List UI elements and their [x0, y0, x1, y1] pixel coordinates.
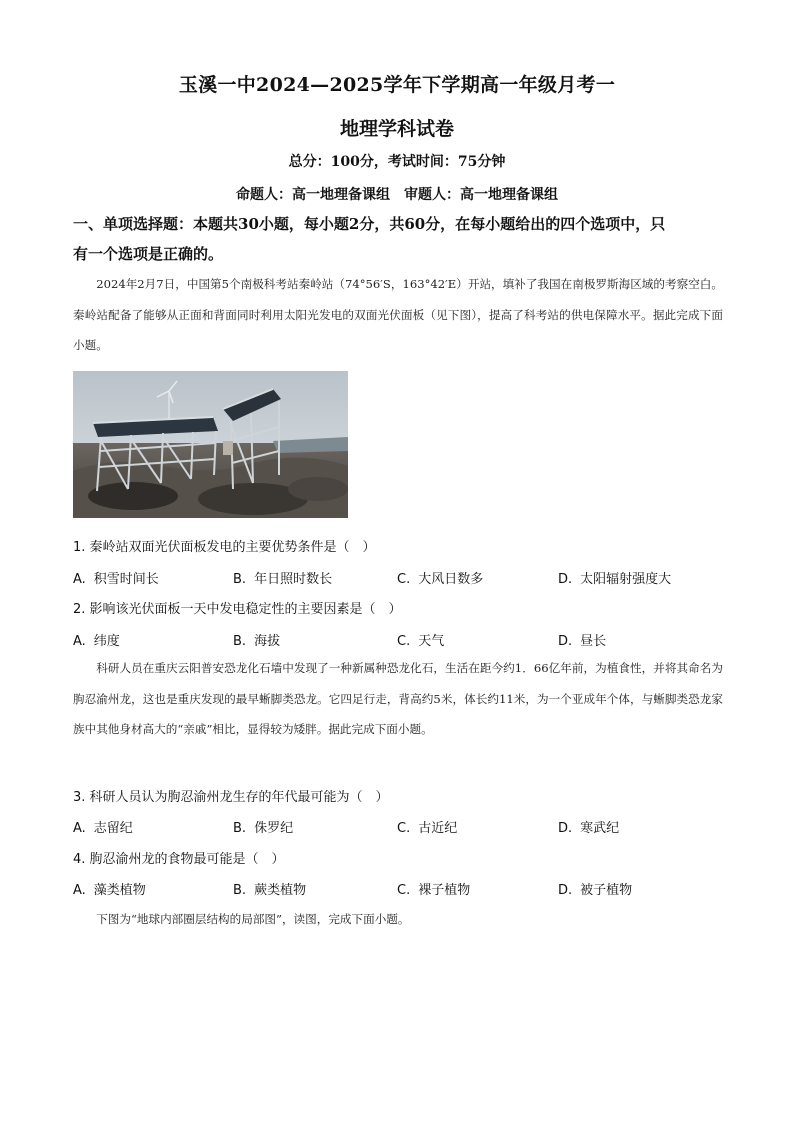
passage-3: 下图为“地球内部圈层结构的局部图”，读图，完成下面小题。: [96, 912, 410, 926]
q3-option-b[interactable]: B. 侏罗纪: [233, 821, 294, 836]
q3-option-d[interactable]: D. 寒武纪: [558, 821, 620, 836]
q1-option-b[interactable]: B. 年日照时数长: [233, 572, 333, 587]
q1-option-c[interactable]: C. 大风日数多: [397, 572, 484, 587]
question-2-stem: 2. 影响该光伏面板一天中发电稳定性的主要因素是（ ）: [73, 602, 402, 617]
q2-option-d[interactable]: D. 昼长: [558, 634, 607, 649]
question-4-stem: 4. 朐忍渝州龙的食物最可能是（ ）: [73, 852, 285, 867]
q4-option-b[interactable]: B. 蕨类植物: [233, 883, 307, 898]
exam-subtitle: 地理学科试卷: [339, 118, 454, 140]
score-time: 总分：100分，考试时间：75分钟: [288, 154, 506, 170]
passage-2: 科研人员在重庆云阳普安恐龙化石墙中发现了一种新属种恐龙化石，生活在距今约1．66亿年前，为植食性，并将其命名为朐忍渝州龙，这也是重庆发现的最早蜥脚类恐龙。它四足行走，背高约5米，体长约11米，为一个亚成年个体，与蜥脚类恐龙家族中其他身材高大的“亲戚”相比，显得较为矮胖。据此完成下面小题。: [73, 661, 723, 736]
solar-panel-photo: [73, 371, 348, 518]
q4-option-c[interactable]: C. 裸子植物: [397, 883, 471, 898]
q1-option-d[interactable]: D. 太阳辐射强度大: [558, 572, 672, 587]
q1-option-a[interactable]: A. 积雪时间长: [73, 572, 159, 587]
solar-panel-illustration: [73, 371, 348, 518]
q3-option-a[interactable]: A. 志留纪: [73, 821, 133, 836]
q2-option-b[interactable]: B. 海拔: [233, 634, 281, 649]
section-heading-line1: 一、单项选择题：本题共30小题，每小题2分，共60分，在每小题给出的四个选项中，只: [73, 215, 666, 233]
q3-option-c[interactable]: C. 古近纪: [397, 821, 458, 836]
section-heading: [73, 209, 723, 269]
q4-option-d[interactable]: D. 被子植物: [558, 883, 633, 898]
question-3-stem: 3. 科研人员认为朐忍渝州龙生存的年代最可能为（ ）: [73, 790, 389, 805]
question-1-stem: 1. 秦岭站双面光伏面板发电的主要优势条件是（ ）: [73, 540, 376, 555]
passage-1: 2024年2月7日，中国第5个南极科考站秦岭站（74°56′S，163°42′E）开站，填补了我国在南极罗斯海区域的考察空白。秦岭站配备了能够从正面和背面同时利用太阳光发电的双面光伏面板（见下图），提高了科考站的供电保障水平。据此完成下面小题。: [73, 277, 723, 352]
q2-option-a[interactable]: A. 纬度: [73, 634, 120, 649]
q4-option-a[interactable]: A. 藻类植物: [73, 883, 146, 898]
q2-option-c[interactable]: C. 天气: [397, 634, 445, 649]
exam-title: 玉溪一中2024—2025学年下学期高一年级月考一: [178, 74, 616, 96]
authors: 命题人：高一地理备课组 审题人：高一地理备课组: [236, 187, 558, 203]
section-heading-line2: 有一个选项是正确的。: [73, 245, 224, 263]
